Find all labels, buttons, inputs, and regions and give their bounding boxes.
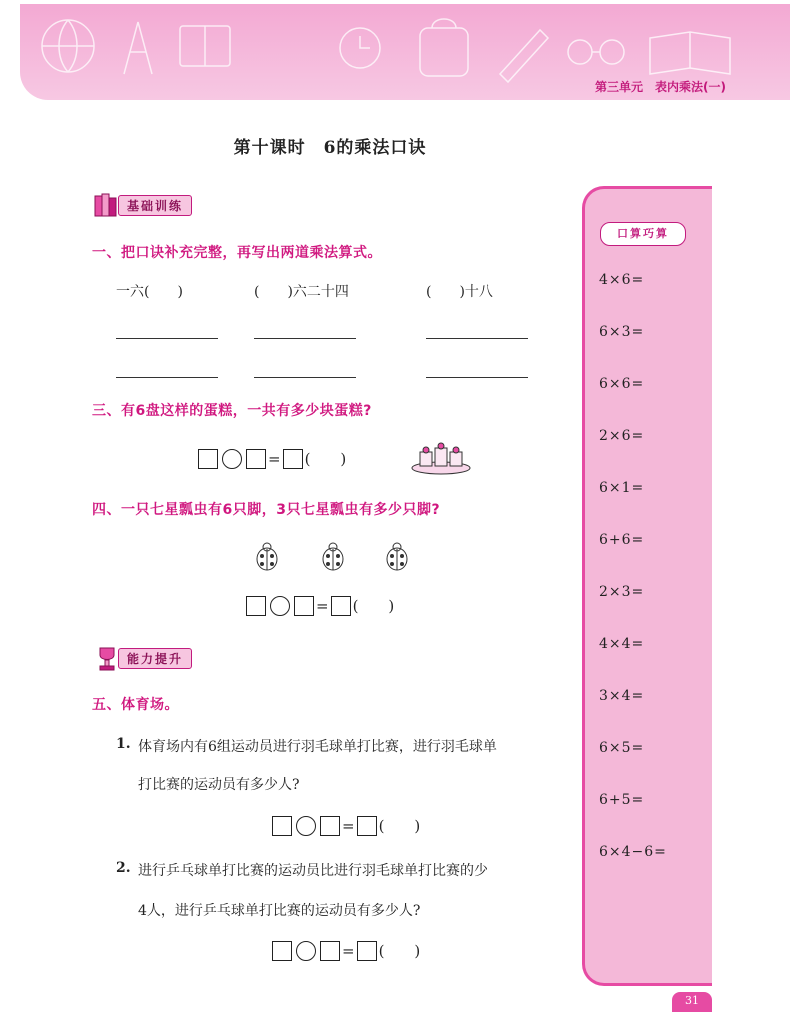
mental-math-expr: 2×6= [599,428,645,444]
problem-number: 1. [116,736,131,752]
answer-box[interactable] [283,449,303,469]
sidebar-heading: 口算巧算 [600,222,686,246]
mental-math-expr: 6×5= [599,740,645,756]
unit-label: 第三单元 表内乘法(一) [595,80,726,94]
problem-2-line-2: 4人，进行乒乓球单打比赛的运动员有多少人? [138,903,421,919]
page-number: 31 [672,992,712,1012]
mental-math-expr: 6+6= [599,532,645,548]
operator-circle[interactable] [296,816,316,836]
answer-box[interactable] [320,941,340,961]
answer-line[interactable] [254,338,356,339]
schoolbag-icon [420,28,468,76]
unit-paren: ( ) [378,817,421,835]
answer-box[interactable] [331,596,351,616]
mental-math-expr: 3×4= [599,688,645,704]
answer-box[interactable] [198,449,218,469]
mental-math-expr: 4×6= [599,272,645,288]
operator-circle[interactable] [222,449,242,469]
equation-q3 [198,448,346,469]
question-1-heading: 一、把口诀补充完整，再写出两道乘法算式。 [92,245,382,261]
problem-2-line-1: 进行乒乓球单打比赛的运动员比进行羽毛球单打比赛的少 [138,863,488,879]
answer-line[interactable] [116,338,218,339]
question-4-heading: 四、一只七星瓢虫有6只脚，3只七星瓢虫有多少只脚? [92,502,441,518]
cake-plate-icon [410,436,472,476]
section-badge-basic [92,194,192,216]
question-3-heading: 三、有6盘这样的蛋糕，一共有多少块蛋糕? [92,403,372,419]
answer-line[interactable] [426,338,528,339]
mental-math-expr: 4×4= [599,636,645,652]
unit-paren: ( ) [378,942,421,960]
answer-line[interactable] [254,377,356,378]
mental-math-expr: 2×3= [599,584,645,600]
section-badge-advanced [92,647,192,669]
answer-box[interactable] [357,941,377,961]
answer-line[interactable] [116,377,218,378]
equation-q4 [246,595,394,616]
mental-math-expr: 6+5= [599,792,645,808]
equals-sign: = [342,941,355,960]
pencil-icon [500,30,548,82]
ladybug-icon [316,538,350,572]
mental-math-expr: 6×4−6= [599,844,667,860]
mental-math-expr: 6×6= [599,376,645,392]
equals-sign: = [268,449,281,468]
equals-sign: = [342,816,355,835]
answer-box[interactable] [272,941,292,961]
answer-box[interactable] [246,449,266,469]
mental-math-expr: 6×3= [599,324,645,340]
problem-number: 2. [116,860,131,876]
operator-circle[interactable] [270,596,290,616]
answer-box[interactable] [320,816,340,836]
operator-circle[interactable] [296,941,316,961]
header-banner [20,4,790,100]
open-book-icon [650,32,730,74]
ladybug-icon [250,538,284,572]
glasses-icon [568,40,592,64]
section-label-advanced: 能力提升 [118,648,192,669]
section-label-basic: 基础训练 [118,195,192,216]
lesson-title: 第十课时 6的乘法口诀 [233,138,427,158]
answer-box[interactable] [357,816,377,836]
q1-item-2: ( )六二十四 [254,284,349,300]
mental-math-expr: 6×1= [599,480,645,496]
equation-q5-2 [272,940,420,961]
unit-paren: ( ) [304,450,347,468]
answer-box[interactable] [272,816,292,836]
answer-box[interactable] [246,596,266,616]
problem-1-line-1: 体育场内有6组运动员进行羽毛球单打比赛，进行羽毛球单 [138,739,497,755]
unit-paren: ( ) [352,597,395,615]
ladybug-icon [380,538,414,572]
q1-item-3: ( )十八 [426,284,493,300]
q1-item-1: 一六( ) [116,284,183,300]
equation-q5-1 [272,815,420,836]
answer-line[interactable] [426,377,528,378]
problem-1-line-2: 打比赛的运动员有多少人? [138,777,300,793]
equals-sign: = [316,596,329,615]
answer-box[interactable] [294,596,314,616]
question-5-heading: 五、体育场。 [92,697,179,713]
compass-icon [124,22,152,74]
